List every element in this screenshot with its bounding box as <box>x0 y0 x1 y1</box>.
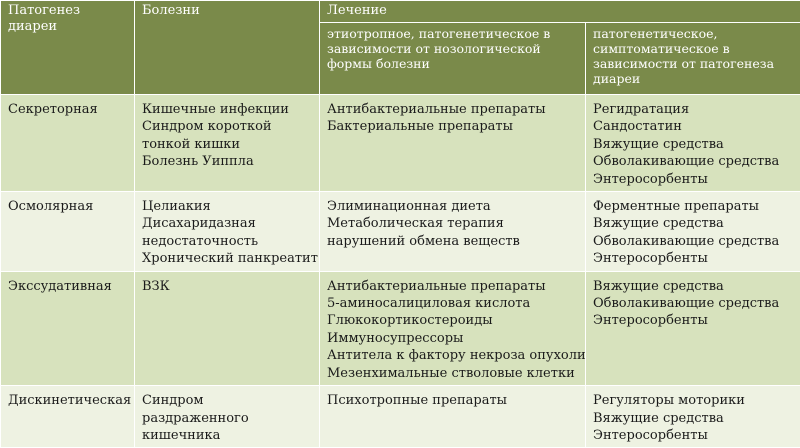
etiotropic-cell: Антибактериальные препараты Бактериальные препараты <box>320 95 586 192</box>
etiotropic-cell: Элиминационная диета Метаболическая терапия нарушений обмена веществ <box>320 192 586 272</box>
diseases-cell: Синдром раздраженного кишечника <box>135 386 320 448</box>
symptomatic-cell: Регидратация Сандостатин Вяжущие средства Обволакивающие средства Энтеросорбенты <box>586 95 800 192</box>
symptomatic-cell: Ферментные препараты Вяжущие средства Обволакивающие средства Энтеросорбенты <box>586 192 800 272</box>
etiotropic-cell: Психотропные препараты <box>320 386 586 448</box>
pathogenesis-cell: Осмолярная <box>1 192 135 272</box>
header-pathogenesis: Патогенез диареи <box>1 1 135 95</box>
table-row <box>1 271 800 385</box>
diseases-cell: Кишечные инфекции Синдром короткой тонкой кишки Болезнь Уиппла <box>135 95 320 192</box>
symptomatic-cell: Вяжущие средства Обволакивающие средства Энтеросорбенты <box>586 271 800 385</box>
pathogenesis-cell: Секреторная <box>1 95 135 192</box>
table-row <box>1 386 800 448</box>
table-row <box>1 95 800 192</box>
diseases-cell: Целиакия Дисахаридазная недостаточность Хронический панкреатит <box>135 192 320 272</box>
pathogenesis-cell: Дискинетическая <box>1 386 135 448</box>
symptomatic-cell: Регуляторы моторики Вяжущие средства Энтеросорбенты <box>586 386 800 448</box>
etiotropic-cell: Антибактериальные препараты 5-аминосалициловая кислота Глюкокортикостероиды Иммуносупрессоры Антитела к фактору некроза опухоли Мезенхимальные стволовые клетки <box>320 271 586 385</box>
pathogenesis-cell: Экссудативная <box>1 271 135 385</box>
header-symptomatic: патогенетическое, симптоматическое в зависимости от патогенеза диареи <box>586 23 800 95</box>
diseases-cell: ВЗК <box>135 271 320 385</box>
header-diseases: Болезни <box>135 1 320 95</box>
table-row <box>1 192 800 272</box>
header-treatment: Лечение <box>320 1 800 23</box>
header-etiotropic: этиотропное, патогенетическое в зависимости от нозологической формы болезни <box>320 23 586 95</box>
